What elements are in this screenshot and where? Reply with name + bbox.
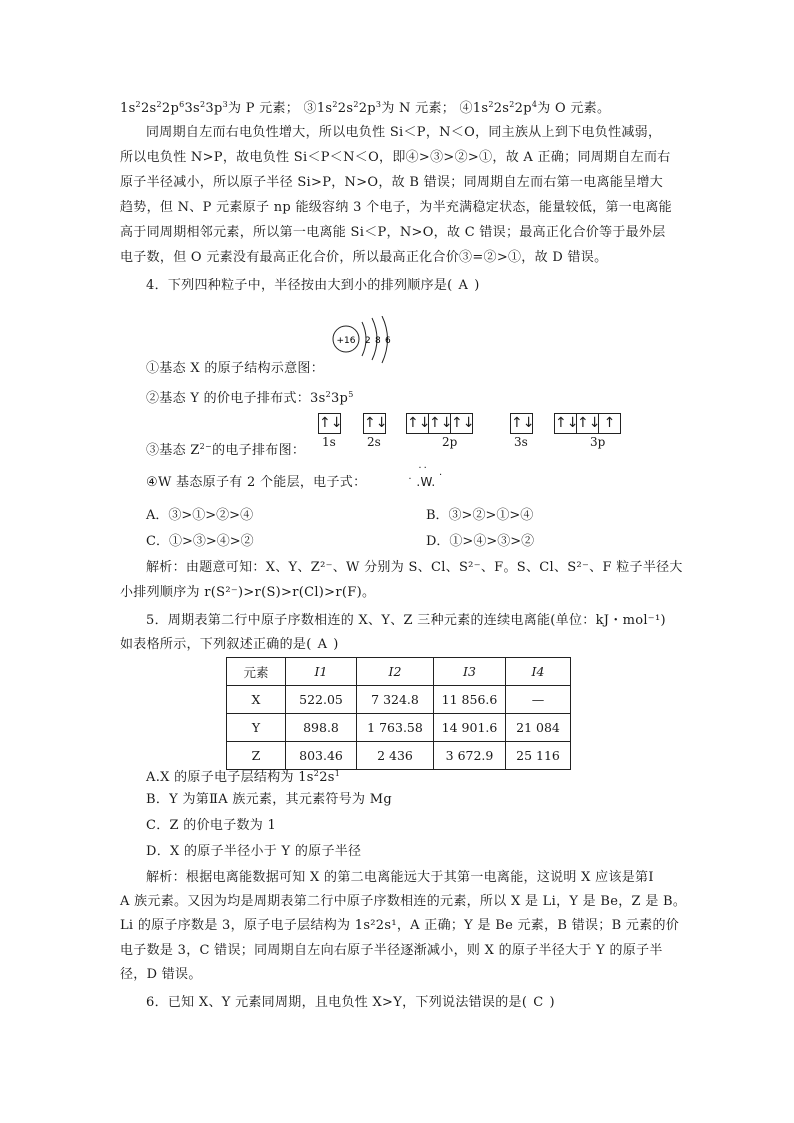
table-cell: 21 084 xyxy=(506,714,571,742)
table-cell: 1 763.58 xyxy=(357,714,434,742)
orbital-box: ↑↓ xyxy=(577,413,599,434)
shell-count: 8 xyxy=(375,336,381,346)
answer-badge: C xyxy=(533,995,544,1010)
option-d: D．①>④>③>② xyxy=(426,534,535,549)
table-cell: 898.8 xyxy=(286,714,357,742)
orbital-label: 2s xyxy=(367,435,381,449)
q4-item-3: ③基态 $Z^{2-}$的电子排布图： xyxy=(146,442,306,458)
orbital-1s xyxy=(318,413,341,434)
table-cell: Z xyxy=(227,742,286,770)
q5-explanation: A 族元素。又因为均是周期表第二行中原子序数相连的元素，所以 X 是 Li，Y 是 Be，Z 是 B。 xyxy=(120,894,687,909)
orbital-2s xyxy=(363,413,386,434)
q4-item-4: ④W 基态原子有 2 个能层，电子式： ·· · .W. · xyxy=(146,463,443,490)
table-cell: 11 856.6 xyxy=(434,686,506,714)
orbital-box: ↑↓ xyxy=(510,413,533,434)
explanation-line: 所以电负性 N>P，故电负性 Si＜P＜N＜O，即④>③>②>①，故 A 正确；同周期自左而右 xyxy=(120,150,671,165)
table-cell: Y xyxy=(227,714,286,742)
q4-explanation: 解析：由题意可知：X、Y、Z²⁻、W 分别为 S、Cl、S²⁻、F。S、Cl、S²⁻、F 粒子半径大 xyxy=(146,560,683,575)
table-cell: 3 672.9 xyxy=(434,742,506,770)
table-header-cell: I1 xyxy=(286,658,357,686)
table-cell: — xyxy=(506,686,571,714)
q5-explanation: 解析：根据电离能数据可知 X 的第二电离能远大于其第一电离能，这说明 X 应该是第Ⅰ xyxy=(146,870,654,885)
nucleus-label: +16 xyxy=(336,336,356,346)
orbital-2p xyxy=(406,413,473,434)
question-4-stem: 4．下列四种粒子中，半径按由大到小的排列顺序是( A ) xyxy=(146,278,480,293)
table-row xyxy=(227,686,571,714)
electron-dot-formula: ·· · .W. · xyxy=(408,463,443,489)
q5-explanation: Li 的原子序数是 3，原子电子层结构为 1s²2s¹，A 正确；Y 是 Be 元素，B 错误；B 元素的价 xyxy=(120,918,680,933)
table-header-cell: I2 xyxy=(357,658,434,686)
shell-count: 2 xyxy=(365,336,371,346)
orbital-diagram xyxy=(318,413,658,453)
table-cell: 25 116 xyxy=(506,742,571,770)
explanation-line: 高于同周期相邻元素，所以第一电离能 Si＜P，N>O，故 C 错误；最高正化合价等于最外层 xyxy=(120,225,666,240)
table-cell: 7 324.8 xyxy=(357,686,434,714)
orbital-box: ↑↓ xyxy=(406,413,429,434)
orbital-label: 3s xyxy=(514,435,528,449)
question-5-stem: 如表格所示，下列叙述正确的是( A ) xyxy=(120,637,339,652)
table-cell: 522.05 xyxy=(286,686,357,714)
orbital-box: ↑↓ xyxy=(429,413,451,434)
explanation-line: 同周期自左而右电负性增大，所以电负性 Si＜P，N＜O，同主族从上到下电负性减弱， xyxy=(146,125,662,140)
option-b: B．③>②>①>④ xyxy=(426,508,534,523)
atom-structure-diagram xyxy=(330,316,410,364)
answer-badge: A xyxy=(317,637,328,652)
orbital-label: 3p xyxy=(590,435,606,449)
question-6-stem: 6．已知 X、Y 元素同周期，且电负性 X>Y，下列说法错误的是( C ) xyxy=(146,995,555,1010)
orbital-box: ↑ xyxy=(599,413,621,434)
orbital-3p xyxy=(554,413,621,434)
ionization-energy-table xyxy=(226,657,571,770)
explanation-line: 原子半径减小，所以原子半径 Si>P，N>O，故 B 错误；同周期自左而右第一电离能呈增大 xyxy=(120,175,664,190)
table-cell: 14 901.6 xyxy=(434,714,506,742)
explanation-line: 电子数，但 O 元素没有最高正化合价，所以最高正化合价③=②>①，故 D 错误。 xyxy=(120,250,608,265)
orbital-label: 1s xyxy=(322,435,336,449)
orbital-label: 2p xyxy=(442,435,458,449)
table-cell: 803.46 xyxy=(286,742,357,770)
q4-item-1: ①基态 X 的原子结构示意图： xyxy=(146,361,325,376)
q5-option-d: D．X 的原子半径小于 Y 的原子半径 xyxy=(146,844,362,859)
q4-item-2: ②基态 Y 的价电子排布式：$3s^23p^5$ xyxy=(146,390,354,406)
question-5-stem: 5．周期表第二行中原子序数相连的 X、Y、Z 三种元素的连续电离能(单位：kJ・mol⁻¹) xyxy=(146,613,666,628)
orbital-box: ↑↓ xyxy=(554,413,577,434)
table-header-cell: I3 xyxy=(434,658,506,686)
explanation-line: 趋势，但 N、P 元素原子 np 能级容纳 3 个电子，为半充满稳定状态，能量较低，第一电离能 xyxy=(120,200,672,215)
shell-count: 6 xyxy=(385,336,391,346)
q5-explanation: 径，D 错误。 xyxy=(120,967,202,982)
answer-badge: A xyxy=(458,278,469,293)
option-a: A．③>①>②>④ xyxy=(146,508,254,523)
table-header-cell: I4 xyxy=(506,658,571,686)
q5-option-b: B．Y 为第ⅡA 族元素，其元素符号为 Mg xyxy=(146,792,392,807)
table-cell: X xyxy=(227,686,286,714)
q4-explanation: 小排列顺序为 r(S²⁻)>r(S)>r(Cl)>r(F)。 xyxy=(120,585,376,600)
orbital-box: ↑↓ xyxy=(363,413,386,434)
orbital-box: ↑↓ xyxy=(451,413,473,434)
prev-answer-line: $1s^22s^22p^63s^23p^3$为 P 元素； $③1s^22s^22p^3$为 N 元素； $④1s^22s^22p^4$为 O 元素。 xyxy=(120,100,611,116)
q5-option-a: A.X 的原子电子层结构为 $1s^22s^1$ xyxy=(146,769,341,785)
orbital-3s xyxy=(510,413,533,434)
option-c: C．①>③>④>② xyxy=(146,534,254,549)
table-row xyxy=(227,714,571,742)
q5-explanation: 电子数是 3，C 错误；同周期自左向右原子半径逐渐减小，则 X 的原子半径大于 Y 的原子半 xyxy=(120,943,663,958)
table-header-row xyxy=(227,658,571,686)
orbital-box: ↑↓ xyxy=(318,413,341,434)
table-header-cell: 元素 xyxy=(227,658,286,686)
table-cell: 2 436 xyxy=(357,742,434,770)
q5-option-c: C．Z 的价电子数为 1 xyxy=(146,818,277,833)
